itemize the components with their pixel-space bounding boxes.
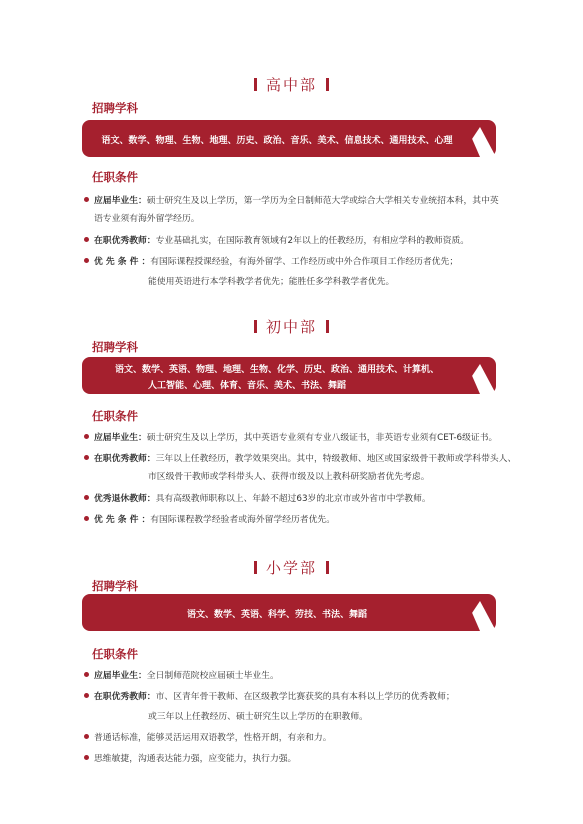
title-bar-left: [254, 561, 257, 574]
bullet-icon: [84, 755, 89, 760]
list-item: [84, 193, 499, 206]
item-text: 具有高级教师职称以上、年龄不超过63岁的北京市或外省市中学教师。: [155, 494, 431, 504]
list-item: [84, 689, 455, 702]
item-text: 思维敏捷，沟通表达能力强，应变能力，执行力强。: [94, 754, 297, 764]
bullet-icon: [84, 693, 89, 698]
section-title-text: 高中部: [265, 76, 317, 94]
subjects-banner-middle: [82, 357, 496, 394]
section-title-text: 初中部: [265, 318, 317, 336]
subjects-text-line1: 语文、数学、英语、物理、地理、生物、化学、历史、政治、通用技术、计算机、: [114, 365, 439, 375]
item-label: 优 先 条 件 ：: [94, 257, 151, 267]
item-text: 普通话标准，能够灵活运用双语教学，性格开朗，有亲和力。: [94, 733, 332, 743]
requirements-label: 任职条件: [92, 647, 138, 661]
bullet-icon: [84, 734, 89, 739]
item-label: 应届毕业生：: [94, 196, 147, 206]
item-continuation: 或三年以上任教经历、硕士研究生以上学历的在职教师。: [148, 712, 368, 722]
item-label: 应届毕业生：: [94, 433, 147, 443]
list-item: [84, 512, 335, 525]
subjects-label: 招聘学科: [92, 579, 138, 593]
item-text: 全日制师范院校应届硕士毕业生。: [146, 671, 279, 681]
item-label: 应届毕业生：: [94, 671, 147, 681]
subjects-label: 招聘学科: [92, 101, 138, 115]
requirements-label: 任职条件: [92, 409, 138, 423]
item-continuation: 语专业须有海外留学经历。: [94, 214, 200, 224]
bullet-icon: [84, 237, 89, 242]
list-item: [84, 430, 497, 443]
item-continuation: 能使用英语进行本学科教学者优先；能胜任多学科教学者优先。: [148, 277, 395, 287]
requirements-label: 任职条件: [92, 170, 138, 184]
bullet-icon: [84, 258, 89, 263]
list-item: [84, 491, 431, 504]
item-label: 优 先 条 件 ：: [94, 515, 151, 525]
subjects-text: 语文、数学、英语、科学、劳技、书法、舞蹈: [186, 610, 367, 620]
list-item: [84, 451, 516, 464]
list-item: [84, 730, 332, 743]
item-text: 三年以上任教经历，教学效果突出。其中，特级教师、地区或国家级骨干教师或学科带头人、: [155, 454, 517, 464]
section-title-high: [0, 74, 583, 95]
section-title-primary: [0, 557, 583, 578]
subjects-banner-primary: [82, 594, 496, 631]
title-bar-right: [326, 320, 329, 333]
bullet-icon: [84, 516, 89, 521]
list-item: [84, 254, 458, 267]
title-bar-left: [254, 320, 257, 333]
subjects-label: 招聘学科: [92, 340, 138, 354]
subjects-text: 语文、数学、物理、生物、地理、历史、政治、音乐、美术、信息技术、通用技术、心理: [101, 136, 453, 146]
title-bar-right: [326, 561, 329, 574]
bullet-icon: [84, 495, 89, 500]
item-text: 市、区青年骨干教师、在区级教学比赛获奖的具有本科以上学历的优秀教师；: [155, 692, 455, 702]
bullet-icon: [84, 434, 89, 439]
item-continuation: 市区级骨干教师或学科带头人、获得市级及以上教科研奖励者优先考虑。: [148, 472, 430, 482]
item-label: 在职优秀教师：: [94, 236, 156, 246]
title-bar-left: [254, 78, 257, 91]
item-text: 有国际课程教学经验者或海外留学经历者优先。: [150, 515, 335, 525]
title-bar-right: [326, 78, 329, 91]
item-label: 在职优秀教师：: [94, 454, 156, 464]
subjects-text-line2: 人工智能、心理、体育、音乐、美术、书法、舞蹈: [147, 381, 346, 391]
item-label: 优秀退休教师：: [94, 494, 156, 504]
list-item: [84, 751, 296, 764]
bullet-icon: [84, 672, 89, 677]
item-label: 在职优秀教师：: [94, 692, 156, 702]
bullet-icon: [84, 455, 89, 460]
bullet-icon: [84, 197, 89, 202]
list-item: [84, 233, 469, 246]
item-text: 专业基础扎实，在国际教育领域有2年以上的任教经历，有相应学科的教师资质。: [155, 236, 470, 246]
item-text: 硕士研究生及以上学历，其中英语专业须有专业八级证书，非英语专业须有CET-6级证书。: [146, 433, 498, 443]
section-title-text: 小学部: [265, 559, 317, 577]
item-text: 有国际课程授课经验，有海外留学、工作经历或中外合作项目工作经历者优先；: [150, 257, 459, 267]
section-title-middle: [0, 316, 583, 337]
list-item: [84, 668, 279, 681]
subjects-banner-high: [82, 120, 496, 157]
item-text: 硕士研究生及以上学历，第一学历为全日制师范大学或综合大学相关专业统招本科，其中英: [146, 196, 499, 206]
